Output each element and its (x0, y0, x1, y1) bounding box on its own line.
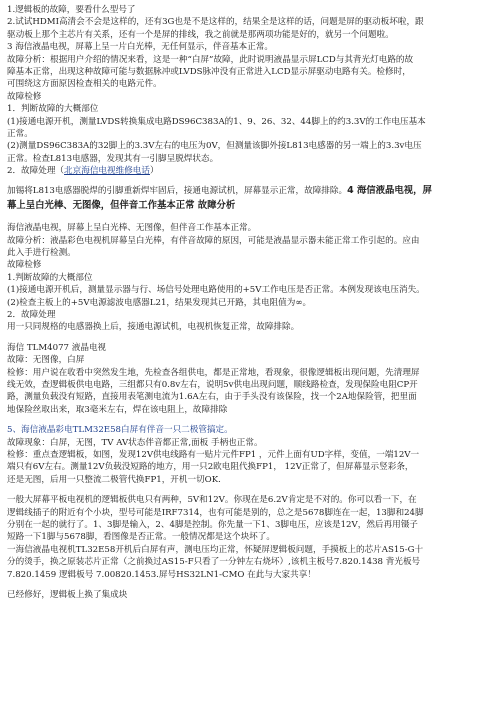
section-logic-power (7, 494, 494, 581)
section-tlm4077 (7, 342, 494, 416)
text-line: 一般大屏幕平板电视机的逻辑板供电只有两种，5V和12V。你现在是6.2V肯定是不对的。你可以看一下，在 (7, 495, 417, 506)
section-tlm32e58 (7, 424, 494, 486)
text-line: 逻辑线插子的附近有个小块，型号可能是IRF7314，也有可能是别的，总之是5678脚连在一起，13脚和24脚 (7, 507, 424, 518)
text-line: 检修：重点查逻辑板，如图，发现12V供电线路有一贴片元件FP1 ，元件上面有UD字样，变值，一端12V一 (7, 450, 420, 460)
text-line: (2)检查主板上的+5V电源滤波电感器L21，结果发现其已开路，其电阻值为∞。 (7, 297, 312, 308)
fix-text: 加锡将L813电感器脱焊的引脚重新焊牢固后，接通电源试机，屏幕显示正常，故障排除。 (7, 185, 348, 196)
repair-hotline-link[interactable]: 北京海信电视维修电话 (64, 166, 150, 177)
text-line: 故障现象：白屏，无图，TV AV状态伴音都正常,面板 手柄也正常。 (7, 437, 263, 448)
section-heading-part2: 幕上呈白光棒、无图像，但伴音工作基本正常 故障分析 (7, 200, 236, 212)
text-line: 障基本正常，出现这种故障可能与数据脉冲或LVDS脉冲没有正常进入LCD显示屏驱动电路有关。检修时， (7, 67, 411, 78)
text-line-fix (7, 185, 494, 197)
text-line-handling (7, 165, 494, 177)
text-line: 分别在一起的就行了。1、3脚是输入，2、4脚是控制。你先量一下1、3脚电压，应该是12V，然后再用镊子 (7, 520, 418, 531)
text-line: 可围绕这方面原因检查相关的电路元件。 (7, 79, 162, 90)
text-line: 路，测量负载没有短路，直接用表笔测电流为1.6A左右，由于手头没有该保险，找一个2A地保险管，把里面 (7, 392, 417, 403)
text-line: 1.判断故障的大概部位 (7, 272, 93, 283)
handling-prefix: 2．故障处理（ (7, 166, 65, 177)
text-line: 海信液晶电视，屏幕上呈白光棒、无图像，但伴音工作基本正常。 (7, 223, 257, 234)
text-line: 分的烫手，换之原装芯片正常（之前换过AS15-F只看了一分钟左右烧坏）,该机主板号7.820.1438 背光板号 (7, 557, 421, 568)
text-line: 此入手进行检测。 (7, 247, 76, 258)
text-line: 线无效，查逻辑板供电电路，三组都只有0.8v左右，说明5v供电出现问题，顺线路检查，发现保险电阻CP开 (7, 379, 418, 390)
text-line: 3 海信液晶电视，屏幕上呈一片白光棒，无任何显示，伴音基本正常。 (7, 42, 274, 53)
text-line: 故障检修 (7, 91, 42, 102)
text-line: 短路一下1脚与5678脚，看图像是否正常。一般情况都是这个块坏了。 (7, 532, 275, 543)
text-line: 还是无图，后用一只整流二极管代换FP1，开机一切OK. (7, 474, 221, 485)
text-line: 1.逻辑板的故障，要看什么型号了 (7, 5, 136, 15)
handling-suffix: ） (149, 166, 159, 177)
text-line: 驱动板上那个主芯片有关系，还有一个是屏的排线，我之前就是那两项功能是好的，就另一个问题啦。 (7, 29, 394, 40)
footer-note: 已经修好，逻辑板上换了集成块 (7, 590, 128, 601)
text-line: 7.820.1459 逻辑板号 7.00820.1453.屏号HS32LN1-CMO 在此与大家共享！ (7, 569, 316, 580)
text-line: 地保险丝取出来，取3毫米左右，焊在该电阻上，故障排除 (7, 404, 228, 415)
text-line: 故障检修 (7, 260, 42, 271)
text-line: 一海信液晶电视机TL32E58开机后白屏有声，测电压均正常，怀疑屏逻辑板问题，手摸板上的芯片AS15-G十 (7, 544, 424, 555)
section-heading-part1: 4 海信液晶电视，屏 (347, 184, 432, 196)
text-line: 故障：无图像，白屏 (7, 355, 85, 366)
text-line: 用一只同规格的电感器换上后，接通电源试机，电视机恢复正常，故障排除。 (7, 322, 300, 333)
text-line: 5、海信液晶彩电TLM32E58白屏有伴音一只二极管搞定。 (7, 425, 233, 436)
text-line: (1)接通电源开机，测量LVDS转换集成电路DS96C383A的1、9、26、32、44脚上的约3.3V的工作电压基本 (7, 116, 426, 127)
text-line: 端只有6V左右。测量12V负载没短路的地方，用一只2欧电阻代换FP1， 12V正常了，但屏幕显示竖彩条， (7, 462, 414, 473)
text-line: 2．故障处理 (7, 309, 56, 320)
text-line: 故障分析：根据用户介绍的情况来看，这是一种“白屏”故障，此时说明液晶显示屏LCD与其背光灯电路的故 (7, 54, 414, 65)
text-line: 1．判断故障的大概部位 (7, 104, 99, 115)
section-white-bar (7, 222, 494, 334)
text-line: (1)接通电源开机后，测量显示器与行、场信号处理电路使用的+5V工作电压是否正常。本例发现该电压消失。 (7, 285, 425, 296)
text-line: 正常。 (7, 129, 33, 140)
text-line: 2.试试HDMI高清会不会是这样的，还有3G也是不是这样的，结果全是这样的话，问题是屏的驱动板坏啦，跟 (7, 17, 424, 28)
section-logic-board-intro (7, 4, 494, 214)
text-line: 检修：用户说在收看中突然发生地，先检查各组供电，都是正常地，看现象，很像逻辑板出现问题，先清理屏 (7, 367, 420, 378)
text-line: 故障分析：液晶彩色电视机屏幕呈白光棒，有伴音故障的原因，可能是液晶显示器未能正常工作引起的。应由 (7, 235, 420, 246)
text-line: (2)测量DS96C383A的32脚上的3.3V左右的电压为0V，但测量该脚外接L813电感器的另一端上的3.3v电压 (7, 141, 422, 152)
text-line: 海信 TLM4077 液晶电视 (7, 342, 107, 353)
text-line: 正常。检查L813电感器，发现其有一引脚呈脱焊状态。 (7, 153, 219, 164)
